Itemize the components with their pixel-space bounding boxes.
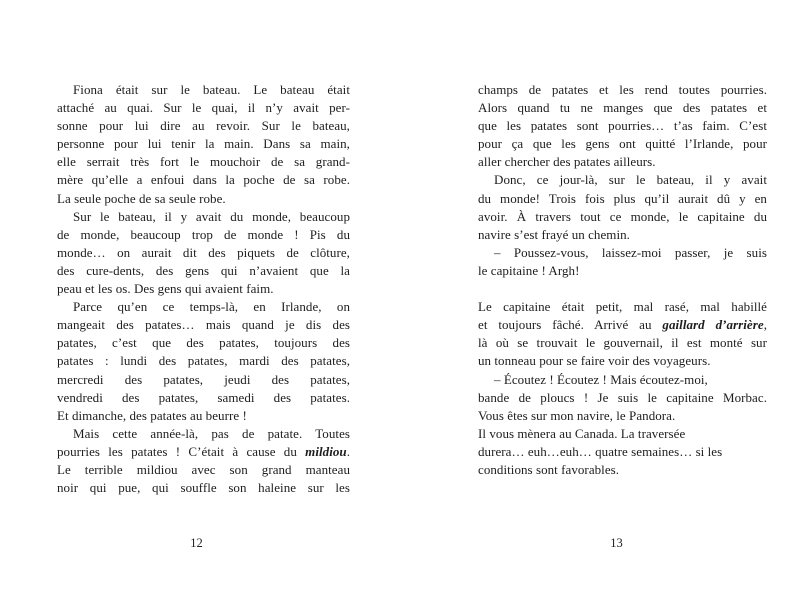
text-line: patates : lundi des patates, mardi des patates,	[57, 353, 350, 369]
text-line: aller chercher des patates ailleurs.	[478, 154, 656, 170]
text-line: Donc, ce jour-là, sur le bateau, il y avait	[494, 172, 767, 188]
page-left-text	[57, 81, 350, 497]
text-line: durera… euh…euh… quatre semaines… si les	[478, 443, 723, 459]
paragraph	[57, 208, 350, 298]
text-line: mangeait des patates… mais quand je dis des	[57, 317, 350, 333]
text-line: – Poussez-vous, laissez-moi passer, je suis	[494, 244, 767, 260]
text-line: avoir. À travers tout ce monde, le capitaine du	[478, 208, 767, 224]
text-line: conditions sont favorables.	[478, 461, 620, 477]
text-line: peau et les os. Des gens qui avaient faim.	[57, 281, 274, 297]
paragraph	[478, 244, 767, 280]
text-line: patates, c’est que des patates, toujours des	[57, 335, 350, 351]
text-line: bande de ploucs ! Je suis le capitaine Morbac.	[478, 389, 767, 405]
paragraph	[478, 81, 767, 171]
page-right-text	[478, 81, 767, 479]
text-line: noir qui pue, qui souffle son haleine sur les	[57, 480, 350, 496]
paragraph	[57, 298, 350, 425]
text-line: personne pour lui tenir la main. Dans sa main,	[57, 136, 350, 152]
text-line: le capitaine ! Argh!	[478, 262, 580, 278]
paragraph	[478, 171, 767, 243]
text-line: – Écoutez ! Écoutez ! Mais écoutez-moi,	[494, 371, 708, 387]
text-line: pour ça que les gens ont quitté l’Irlande, pour	[478, 136, 767, 152]
paragraph	[478, 298, 767, 370]
text-line: un tonneau pour se faire voir des voyageurs.	[478, 353, 711, 369]
paragraph	[57, 81, 350, 208]
text-line: là où se trouvait le gouvernail, il est monté sur	[478, 335, 767, 351]
text-line: Parce qu’en ce temps-là, en Irlande, on	[73, 299, 350, 315]
text-line: pourries les patates ! C’était à cause du mildiou.	[57, 443, 350, 459]
text-line: Vous êtes sur mon navire, le Pandora.	[478, 407, 676, 423]
text-line: mercredi des patates, jeudi des patates,	[57, 371, 350, 387]
text-line: Mais cette année-là, pas de patate. Toutes	[73, 425, 350, 441]
text-line: Le capitaine était petit, mal rasé, mal habillé	[478, 299, 767, 315]
text-line: Et dimanche, des patates au beurre !	[57, 407, 247, 423]
page-number-left: 12	[190, 536, 203, 550]
text-line: elle serrait très fort le mouchoir de sa grand-	[57, 154, 350, 170]
paragraph	[478, 371, 767, 480]
text-line: de monde, beaucoup trop de monde ! Pis du	[57, 226, 350, 242]
text-line: La seule poche de sa seule robe.	[57, 190, 226, 206]
emphasized-term: mildiou	[305, 443, 347, 459]
text-line: navire s’est frayé un chemin.	[478, 226, 630, 242]
text-line: que les patates sont pourries… t’as faim. C’est	[478, 118, 767, 134]
text-line: champs de patates et les rend toutes pourries.	[478, 82, 767, 97]
text-line: du monde! Trois fois plus qu’il aurait dû y en	[478, 190, 767, 206]
text-line: Alors quand tu ne manges que des patates et	[478, 100, 767, 116]
text-line: monde… on aurait dit des piquets de clôture,	[57, 244, 350, 260]
text-line: Sur le bateau, il y avait du monde, beaucoup	[73, 208, 350, 224]
text-line: Il vous mènera au Canada. La traversée	[478, 425, 686, 441]
text-line: et toujours fâché. Arrivé au gaillard d’arrière,	[478, 317, 767, 333]
page-number-right: 13	[610, 536, 623, 550]
text-line: sonne pour lui dire au revoir. Sur le bateau,	[57, 118, 350, 134]
text-line: attaché au quai. Sur le quai, il n’y avait per-	[57, 100, 350, 116]
paragraph	[57, 425, 350, 497]
text-line: mère qu’elle a enfoui dans la poche de sa robe.	[57, 172, 350, 188]
text-line: des cure-dents, des gens qui n’avaient que la	[57, 262, 350, 278]
text-line: Fiona était sur le bateau. Le bateau était	[73, 82, 350, 97]
text-line: vendredi des patates, samedi des patates.	[57, 389, 350, 405]
text-line: Le terrible mildiou avec son grand manteau	[57, 461, 350, 477]
emphasized-term: gaillard d’arrière	[662, 317, 764, 333]
